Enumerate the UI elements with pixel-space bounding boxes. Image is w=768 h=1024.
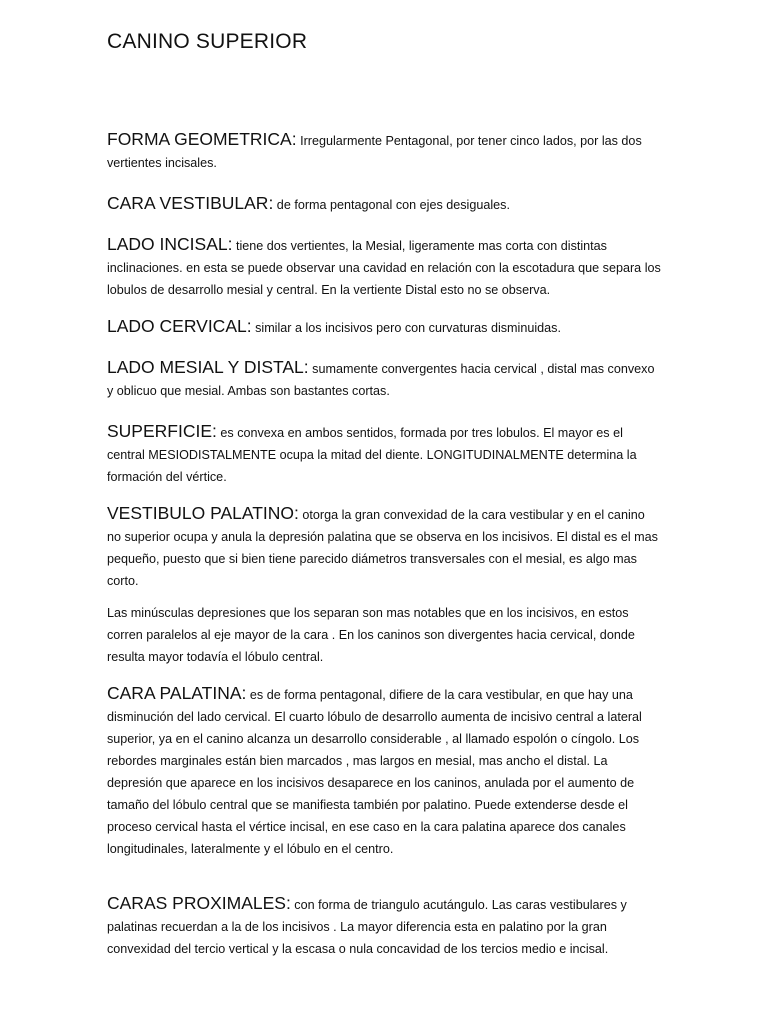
paragraph-depresiones: [107, 602, 662, 668]
paragraph-cara-palatina: [107, 682, 662, 860]
paragraph-lado-mesial-distal: [107, 356, 662, 402]
paragraph-heading: CARAS PROXIMALES:: [107, 893, 291, 913]
paragraph-lado-cervical: [107, 315, 662, 339]
paragraph-heading: VESTIBULO PALATINO:: [107, 503, 299, 523]
paragraph-text: es de forma pentagonal, difiere de la cara vestibular, en que hay una disminución del lado cervical. El cuarto lóbulo de desarrollo aumenta de incisivo central a lateral superior, ya en el canino alcanza un desarrollo considerable , al llamado espolón o cíngolo. Los rebordes marginales están bien marcados , mas largos en mesial, mas ancho el distal. La depresión que aparece en los incisivos desaparece en los caninos, anulada por el aumento de tamaño del lóbulo central que se manifiesta también por palatino. Puede extenderse desde el proceso cervical hasta el vértice incisal, en ese caso en la cara palatina aparece dos canales longitudinales, lateralmente y el lóbulo en el centro.: [107, 688, 642, 856]
paragraph-heading: CARA VESTIBULAR:: [107, 193, 274, 213]
paragraph-superficie: [107, 420, 662, 488]
paragraph-vestibulo-palatino: [107, 502, 662, 592]
paragraph-text: tiene dos vertientes, la Mesial, ligeramente mas corta con distintas inclinaciones. en esta se puede observar una cavidad en relación con la escotadura que separa los lobulos de desarrollo mesial y central. En la vertiente Distal esto no se observa.: [107, 239, 661, 297]
paragraph-forma-geometrica: [107, 128, 662, 174]
paragraph-cara-vestibular: [107, 192, 662, 216]
paragraph-heading: LADO CERVICAL:: [107, 316, 252, 336]
paragraph-text: de forma pentagonal con ejes desiguales.: [273, 198, 510, 212]
paragraph-text: Las minúsculas depresiones que los separan son mas notables que en los incisivos, en estos corren paralelos al eje mayor de la cara . En los caninos son divergentes hacia cervical, donde resulta mayor todavía el lóbulo central.: [107, 606, 635, 664]
paragraph-text: Irregularmente Pentagonal, por tener cinco lados, por las dos vertientes incisales.: [107, 134, 642, 170]
paragraph-text: otorga la gran convexidad de la cara vestibular y en el canino no superior ocupa y anula la depresión palatina que se observa en los incisivos. El distal es el mas pequeño, puesto que si bien tiene parecido diámetros transversales con el mesial, es algo mas corto.: [107, 508, 658, 588]
paragraph-heading: CARA PALATINA:: [107, 683, 247, 703]
paragraph-heading: LADO INCISAL:: [107, 234, 233, 254]
paragraph-heading: LADO MESIAL Y DISTAL:: [107, 357, 309, 377]
paragraph-text: sumamente convergentes hacia cervical , distal mas convexo y oblicuo que mesial. Ambas son bastantes cortas.: [107, 362, 655, 398]
paragraph-heading: FORMA GEOMETRICA:: [107, 129, 297, 149]
paragraph-text: es convexa en ambos sentidos, formada por tres lobulos. El mayor es el central MESIODISTALMENTE ocupa la mitad del diente. LONGITUDINALMENTE determina la formación del vértice.: [107, 426, 637, 484]
paragraph-heading: SUPERFICIE:: [107, 421, 217, 441]
paragraph-text: con forma de triangulo acutángulo. Las caras vestibulares y palatinas recuerdan a la de los incisivos . La mayor diferencia esta en palatino por la gran convexidad del tercio vertical y la escasa o nula concavidad de los tercios medio e incisal.: [107, 898, 627, 956]
document-title: CANINO SUPERIOR: [107, 30, 308, 53]
paragraph-text: similar a los incisivos pero con curvaturas disminuidas.: [251, 321, 561, 335]
paragraph-lado-incisal: [107, 233, 662, 301]
paragraph-caras-proximales: [107, 892, 662, 960]
